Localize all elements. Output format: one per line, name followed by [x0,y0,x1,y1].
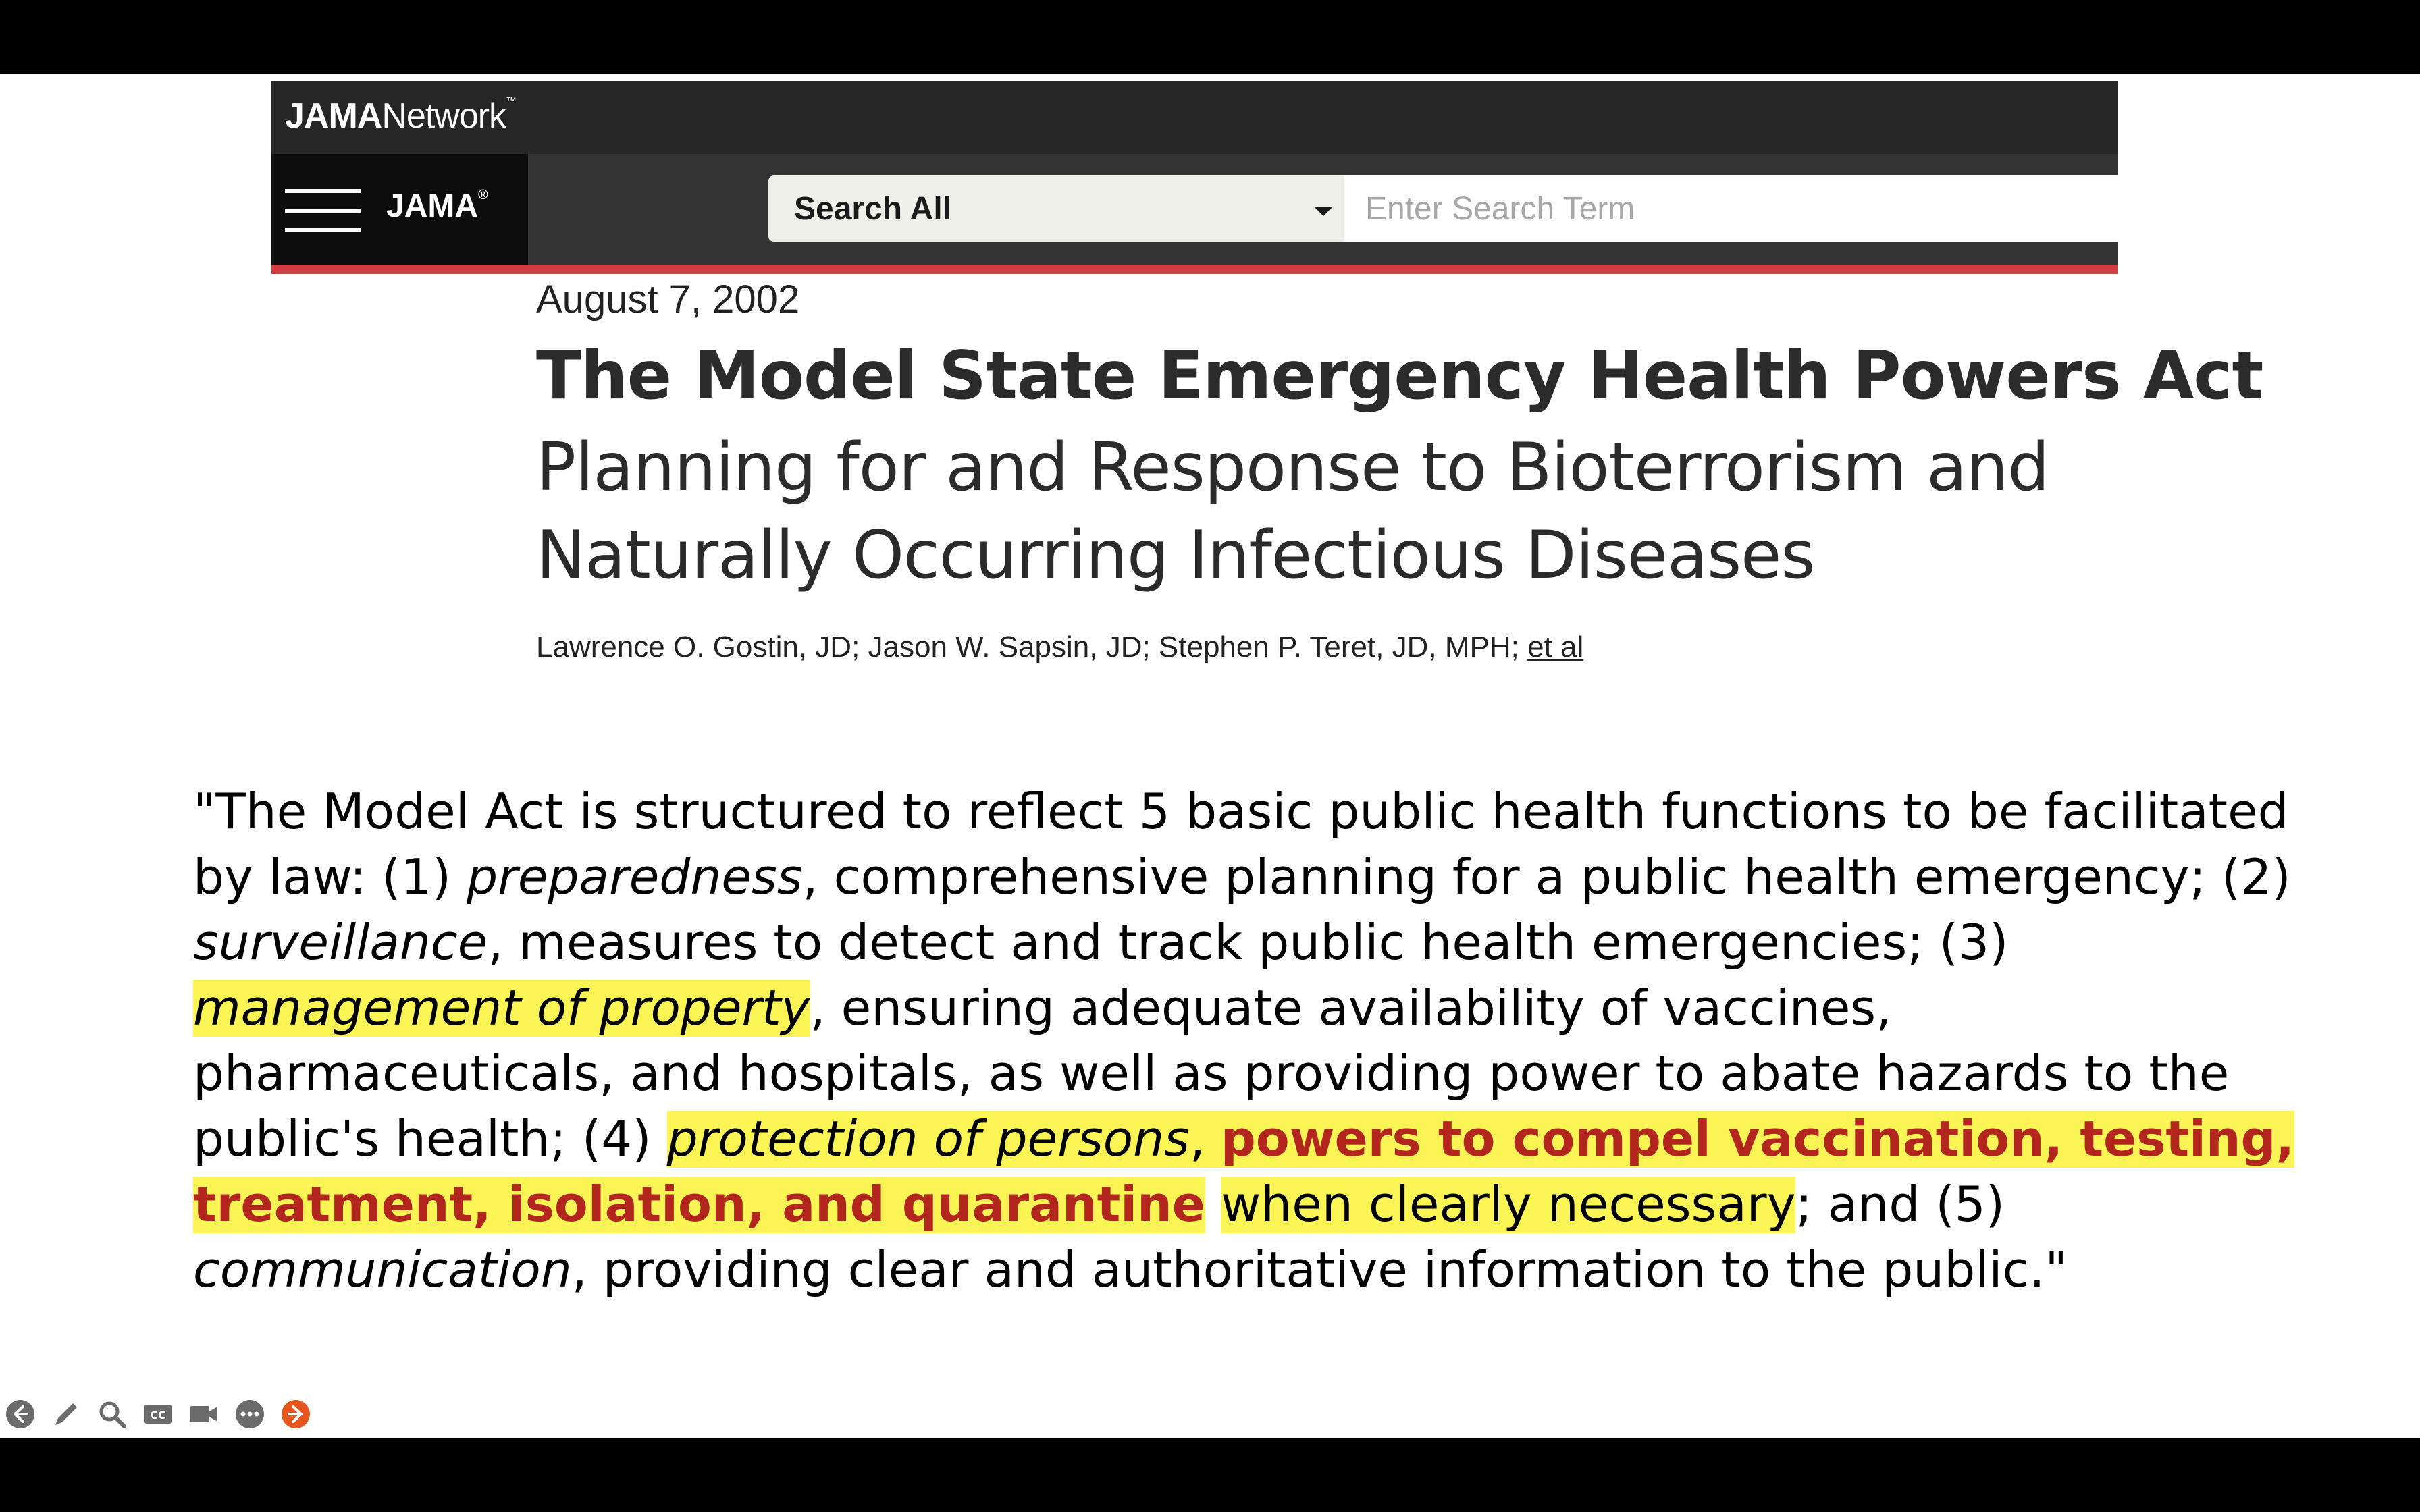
highlight-clearly-necessary: when clearly necessary [1220,1177,1796,1233]
header-accent-line [271,265,2118,274]
presentation-slide [0,74,2420,1438]
search-input[interactable] [1344,176,2118,242]
subtitle-line: Planning for and Response to Bioterrorism and [536,429,2049,506]
svg-text:CC: CC [150,1409,166,1422]
highlight-management-of-property: management of property [193,980,810,1037]
highlight-protection-of-persons: protection of persons [666,1111,1190,1168]
subtitle-line: Naturally Occurring Infectious Diseases [536,517,1815,594]
video-icon[interactable] [188,1398,220,1430]
pen-icon[interactable] [50,1398,82,1430]
article-subtitle [536,424,2130,599]
slideshow-controls [4,1394,312,1434]
search-icon[interactable] [96,1398,128,1430]
term-communication: communication [193,1242,572,1299]
next-icon[interactable] [280,1398,312,1430]
author-list: Lawrence O. Gostin, JD; Jason W. Sapsin, JD; Stephen P. Teret, JD, MPH; [536,630,1519,664]
article-title: The Model State Emergency Health Powers Act [536,338,2263,414]
more-authors-link[interactable]: et al [1527,630,1584,664]
term-preparedness: preparedness [467,849,803,906]
chevron-down-icon [1314,207,1333,216]
journal-menu [271,154,528,265]
search-scope-dropdown[interactable] [768,176,1344,242]
more-icon[interactable] [234,1398,266,1430]
term-surveillance: surveillance [193,915,488,971]
hamburger-menu-icon[interactable] [285,189,361,232]
highlight-compel-powers: powers to compel vaccination, testing, treatment, isolation, and quarantine [193,1111,2294,1233]
article-authors [536,630,1583,664]
letterbox-top [0,0,2420,74]
letterbox-bottom [0,1438,2420,1512]
jama-network-logo[interactable]: JAMANetwork™ [285,96,517,136]
quote-paragraph: "The Model Act is structured to reflect 5 basic public health functions to be facilitated by law: (1) preparedness, comprehensive planning for a public health emergency; (2) surveillance, measures to detect and track public health emergencies; (3) management of property, ensuring adequate availability of vaccines, pharmaceuticals, and hospitals, as well as providing power to abate hazards to the public's health; (4) protection of persons, powers to compel vaccination, testing, treatment, isolation, and quarantine when clearly necessary; and (5) communication, providing clear and authoritative information to the public." [193,784,2294,1299]
publication-date: August 7, 2002 [536,277,800,321]
jama-journal-logo[interactable]: JAMA® [386,188,488,224]
closed-captions-icon[interactable] [142,1398,174,1430]
jama-network-header [271,81,2118,154]
back-icon[interactable] [4,1398,36,1430]
jama-navigation-bar [271,154,2118,265]
search-scope-label: Search All [794,191,951,227]
